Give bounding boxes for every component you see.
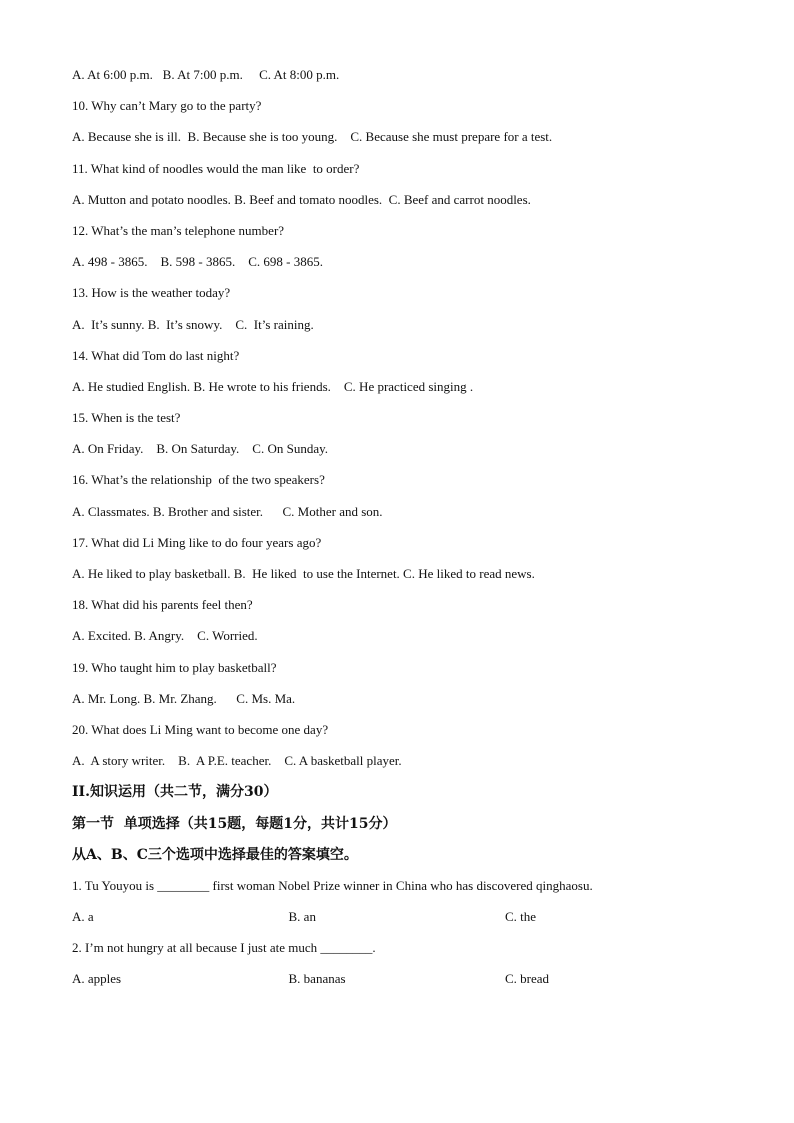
q16-options: A. Classmates. B. Brother and sister. C. Mother and son. [72, 503, 383, 519]
section-heading: II.知识运用（共二节，满分30） [72, 784, 278, 801]
q11-stem: 11. What kind of noodles would the man like to order? [72, 160, 360, 176]
q12-options: A. 498 - 3865. B. 598 - 3865. C. 698 - 3865. [72, 254, 323, 270]
mc-q2-stem: 2. I’m not hungry at all because I just ate much ________. [72, 940, 376, 956]
q13-stem: 13. How is the weather today? [72, 285, 231, 301]
q14-options: A. He studied English. B. He wrote to his friends. C. He practiced singing . [72, 378, 474, 394]
mc-q1-options [72, 906, 732, 937]
mc-q2-options [72, 968, 732, 999]
mc-q1-option-a: A. a [72, 909, 94, 925]
q13-options: A. It’s sunny. B. It’s snowy. C. It’s raining. [72, 316, 314, 332]
q15-options: A. On Friday. B. On Saturday. C. On Sunday. [72, 441, 329, 457]
mc-q1-option-b: B. an [288, 909, 316, 925]
q17-stem: 17. What did Li Ming like to do four years ago? [72, 534, 322, 550]
q17-options: A. He liked to play basketball. B. He liked to use the Internet. C. He liked to read news. [72, 566, 535, 581]
instruction-heading: 从A、B、C三个选项中选择最佳的答案填空。 [72, 846, 358, 863]
mc-q2-option-c: C. bread [505, 971, 550, 987]
q14-stem: 14. What did Tom do last night? [72, 347, 240, 363]
q15-stem: 15. When is the test? [72, 410, 181, 426]
mc-q2-option-b: B. bananas [288, 971, 346, 987]
q11-options: A. Mutton and potato noodles. B. Beef and tomato noodles. C. Beef and carrot noodles. [72, 191, 531, 207]
q18-stem: 18. What did his parents feel then? [72, 597, 253, 613]
q20-stem: 20. What does Li Ming want to become one day? [72, 721, 329, 737]
q16-stem: 16. What’s the relationship of the two speakers? [72, 472, 325, 488]
mc-q1-stem: 1. Tu Youyou is ________ first woman Nobel Prize winner in China who has discovered qinghaosu. [72, 877, 593, 893]
q19-options: A. Mr. Long. B. Mr. Zhang. C. Ms. Ma. [72, 690, 296, 706]
mc-q2-option-a: A. apples [72, 971, 122, 987]
subsection-heading: 第一节 单项选择（共15题，每题1分，共计15分） [72, 815, 397, 832]
q20-options: A. A story writer. B. A P.E. teacher. C. A basketball player. [72, 753, 402, 769]
q10-stem: 10. Why can’t Mary go to the party? [72, 98, 262, 114]
document-page [72, 64, 732, 1000]
q19-stem: 19. Who taught him to play basketball? [72, 659, 277, 675]
q18-options: A. Excited. B. Angry. C. Worried. [72, 628, 258, 644]
q12-stem: 12. What’s the man’s telephone number? [72, 222, 285, 238]
q10-options: A. Because she is ill. B. Because she is too young. C. Because she must prepare for a test. [72, 129, 553, 145]
q9-options: A. At 6:00 p.m. B. At 7:00 p.m. C. At 8:00 p.m. [72, 67, 340, 82]
mc-q1-option-c: C. the [505, 909, 537, 925]
